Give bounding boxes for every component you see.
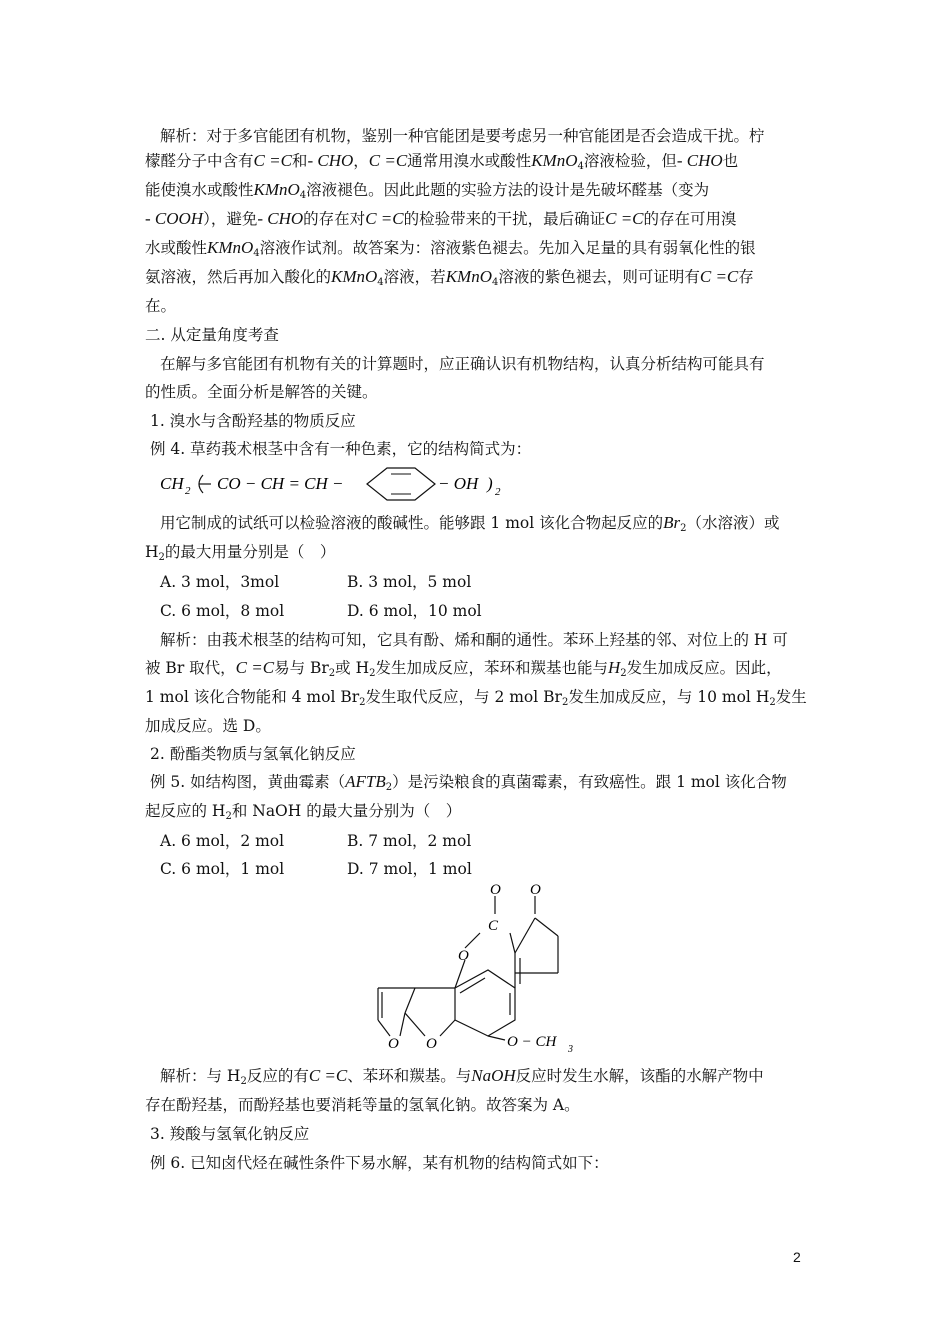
example-6-stem: 例 6. 已知卤代烃在碱性条件下易水解，某有机物的结构简式如下：	[150, 1154, 609, 1172]
example-5-stem: 起反应的 $H_2$和 NaOH 的最大量分别为（ ）	[145, 802, 462, 822]
oxygen-label: O	[388, 1036, 399, 1052]
oxygen-label: O	[426, 1036, 437, 1052]
methoxy-bond	[488, 1036, 505, 1040]
analysis-paragraph-line: - COOH），避免- CHO的存在对C =C的检验带来的干扰，最后确证C =C的存在可用溴	[145, 209, 737, 228]
ring-bond	[405, 1013, 425, 1036]
ring-bond	[535, 918, 558, 936]
answer-4-line: 解析：由莪术根茎的结构可知，它具有酚、烯和酮的通性。苯环上羟基的邻、对位上的 H 可	[160, 631, 788, 649]
answer-5-line: 存在酚羟基，而酚羟基也要消耗等量的氢氧化钠。故答案为 A。	[145, 1096, 580, 1114]
subsection-heading: 1. 溴水与含酚羟基的物质反应	[150, 412, 356, 430]
analysis-paragraph-line: 能使溴水或酸性KMnO$_4$溶液褪色。因此此题的实验方法的设计是先破坏醛基（变为	[145, 180, 710, 201]
option-c: C. 6 mol，8 mol	[160, 602, 285, 620]
analysis-paragraph-line: 解析：对于多官能团有机物，鉴别一种官能团是要考虑另一种官能团是否会造成干扰。柠	[160, 127, 765, 145]
analysis-paragraph-line: 水或酸性KMnO$_4$溶液作试剂。故答案为：溶液紫色褪去。先加入足量的具有弱氧化性的银	[145, 238, 756, 259]
option-b: B. 7 mol，2 mol	[347, 832, 472, 850]
ring-double-bond	[460, 978, 485, 993]
ring-bond	[378, 1020, 390, 1036]
ring-bond	[405, 988, 415, 1013]
formula-sub-2: 2	[495, 486, 501, 498]
option-b: B. 3 mol，5 mol	[347, 573, 472, 591]
example-4-stem: 例 4. 草药莪术根茎中含有一种色素，它的结构简式为：	[150, 440, 532, 458]
aflatoxin-structure	[360, 878, 600, 1058]
ring-bond	[515, 918, 535, 953]
intro-paragraph-line: 在解与多官能团有机物有关的计算题时，应正确认识有机物结构，认真分析结构可能具有	[160, 355, 765, 373]
option-a: A. 3 mol，3mol	[160, 573, 280, 591]
page-number: 2	[793, 1249, 801, 1265]
formula-chain: CO − CH = CH −	[217, 474, 344, 493]
option-d: D. 7 mol，1 mol	[347, 860, 472, 878]
oxygen-label: O	[530, 882, 541, 898]
option-d: D. 6 mol，10 mol	[347, 602, 482, 620]
question-4-line: $H_2$的最大用量分别是（ ）	[145, 543, 336, 563]
oxygen-label: O	[490, 882, 501, 898]
option-a: A. 6 mol，2 mol	[160, 832, 285, 850]
methoxy-sub-3: 3	[568, 1044, 573, 1055]
ring-bond	[465, 933, 480, 948]
analysis-paragraph-line: 氨溶液，然后再加入酸化的KMnO$_4$溶液，若KMnO$_4$溶液的紫色褪去，则可证明有C =C存	[145, 267, 754, 288]
answer-4-line: 加成反应。选 D。	[145, 717, 271, 735]
answer-5-line: 解析：与 $H_2$反应的有C =C、苯环和羰基。与NaOH反应时发生水解，该酯的水解产物中	[160, 1066, 764, 1087]
subsection-heading: 2. 酚酯类物质与氢氧化钠反应	[150, 745, 356, 763]
option-c: C. 6 mol，1 mol	[160, 860, 285, 878]
formula-ch2: CH	[160, 474, 184, 493]
ring-bond	[440, 1020, 455, 1036]
benzene-ring	[367, 468, 435, 500]
question-4-line: 用它制成的试纸可以检验溶液的酸碱性。能够跟 1 mol 该化合物起反应的$Br_2$（水溶液）或	[160, 513, 780, 534]
formula-oh: − OH	[438, 474, 479, 493]
formula-sub-2: 2	[185, 485, 191, 497]
answer-4-line: 1 mol 该化合物能和 4 mol $Br_2$发生取代反应，与 2 mol $Br_2$发生加成反应，与 10 mol $H_2$发生	[145, 688, 807, 708]
analysis-paragraph-line: 在。	[145, 297, 177, 315]
answer-4-line: 被 Br 取代，C =C易与 $Br_2$或 $H_2$发生加成反应，苯环和羰基也能与$H_2$发生加成反应。因此，	[145, 658, 782, 679]
methoxy-label: O − CH	[507, 1034, 557, 1050]
benzene-ring	[455, 970, 515, 1036]
example-5-stem: 例 5. 如结构图，黄曲霉素$(AFTB_2)$是污染粮食的真菌霉素，有致癌性。跟 1 mol 该化合物	[150, 772, 787, 793]
ring-bond	[400, 1013, 405, 1036]
section-heading: 二. 从定量角度考查	[145, 326, 279, 344]
analysis-paragraph-line: 檬醛分子中含有C =C和- CHO，C =C通常用溴水或酸性KMnO$_4$溶液检验，但- CHO也	[145, 151, 739, 172]
subsection-heading: 3. 羧酸与氢氧化钠反应	[150, 1125, 310, 1143]
ring-bond	[510, 933, 515, 953]
right-bracket: )	[487, 474, 493, 493]
carbon-label: C	[488, 918, 499, 934]
curcumin-formula	[155, 463, 515, 505]
intro-paragraph-line: 的性质。全面分析是解答的关键。	[145, 383, 378, 401]
oxygen-label: O	[458, 948, 469, 964]
